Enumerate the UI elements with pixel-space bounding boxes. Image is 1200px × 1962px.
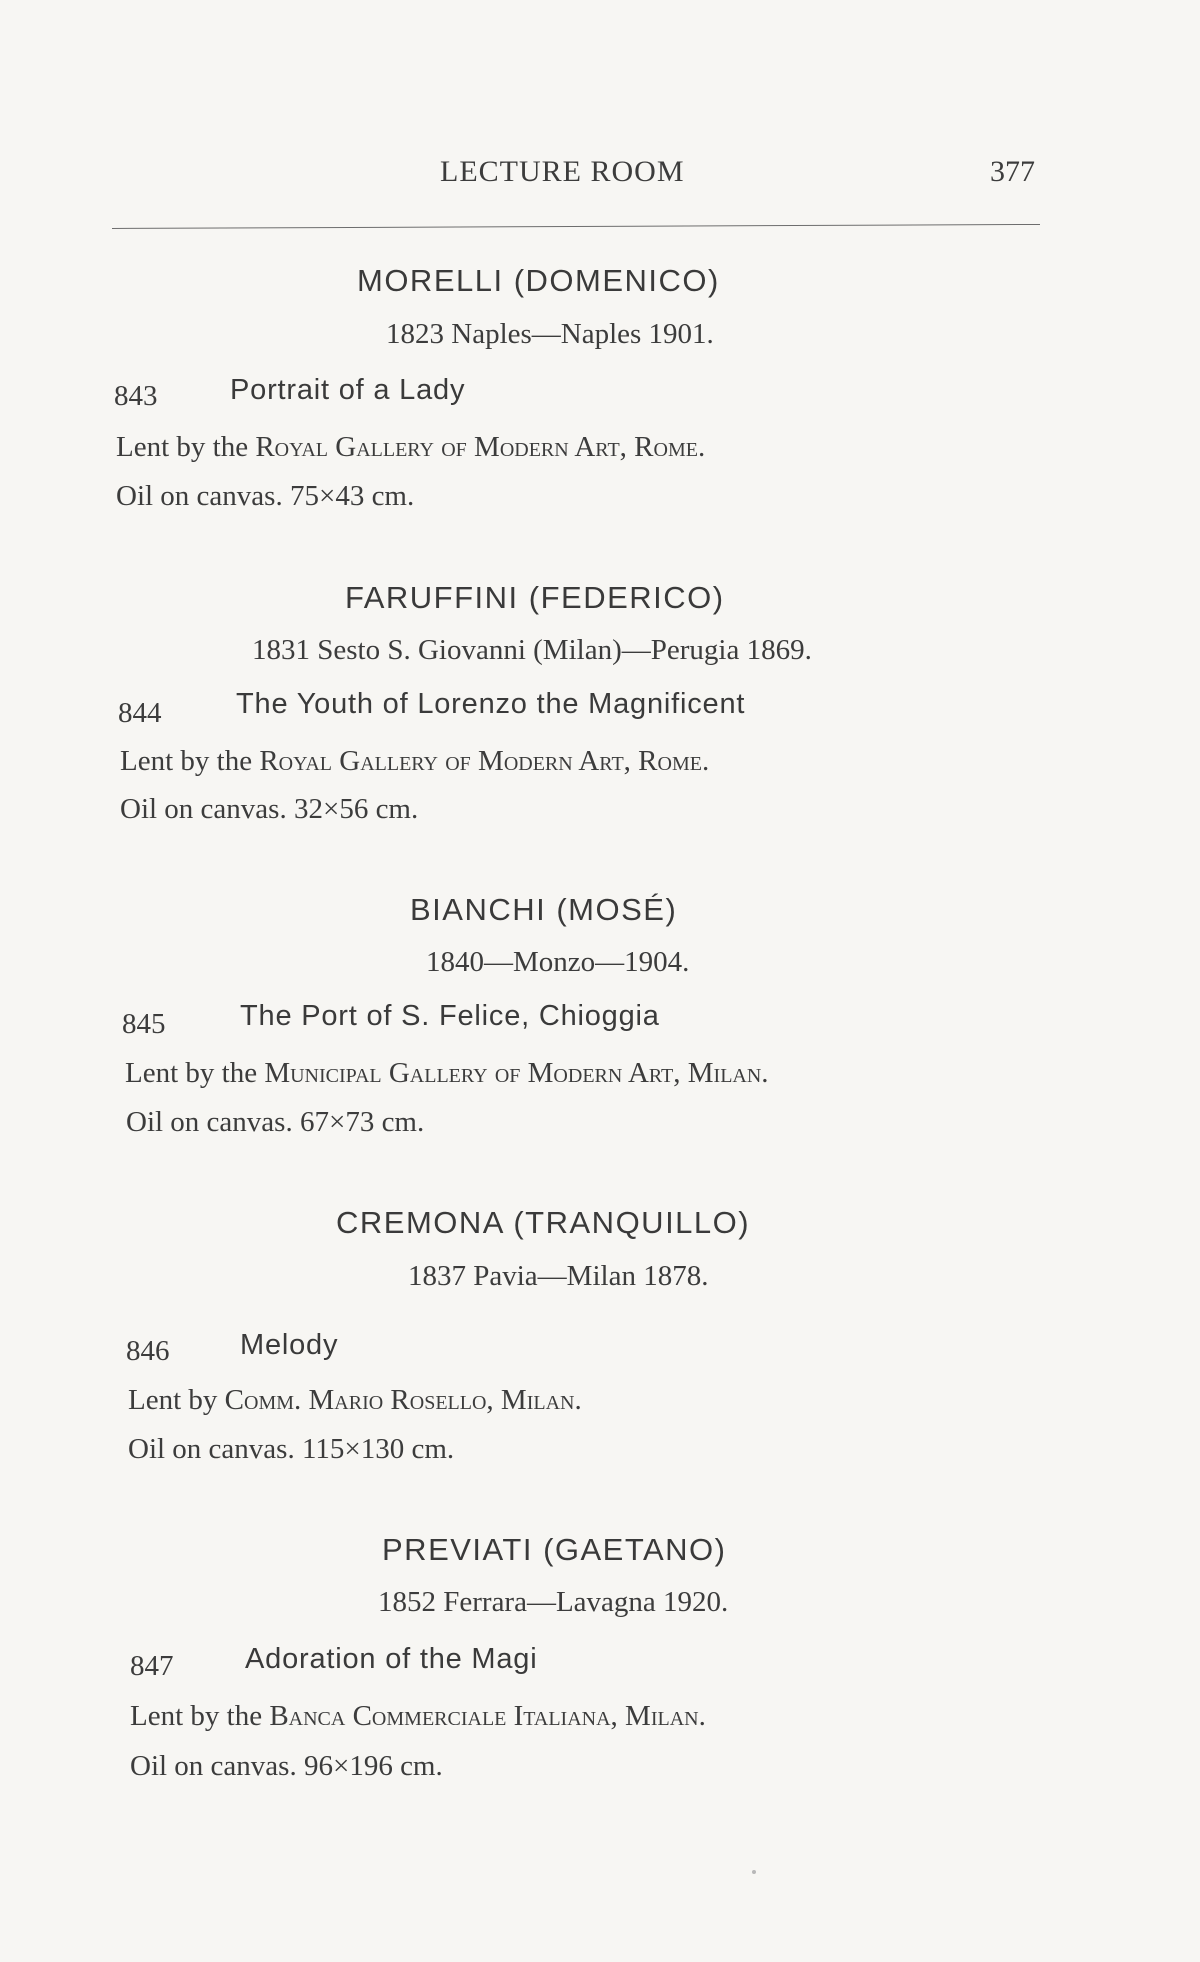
lender-line — [120, 745, 709, 778]
lender-line — [130, 1700, 706, 1733]
catalogue-number: 846 — [126, 1335, 170, 1367]
work-title: Adoration of the Magi — [245, 1643, 538, 1675]
catalogue-number: 847 — [130, 1650, 174, 1682]
artist-dates: 1823 Naples—Naples 1901. — [386, 318, 714, 350]
artist-dates: 1837 Pavia—Milan 1878. — [408, 1260, 709, 1292]
lent-by-label: Lent by — [128, 1384, 218, 1416]
medium-dimensions: Oil on canvas. 115×130 cm. — [128, 1433, 455, 1465]
artist-dates: 1831 Sesto S. Giovanni (Milan)—Perugia 1869. — [252, 634, 812, 666]
artist-name: BIANCHI (MOSÉ) — [410, 892, 678, 927]
lender-name: Municipal Gallery of Modern Art, Milan. — [264, 1057, 769, 1089]
lent-by-label: Lent by the — [130, 1700, 263, 1732]
lender-name: Royal Gallery of Modern Art, Rome. — [255, 431, 706, 463]
artist-name: PREVIATI (GAETANO) — [382, 1532, 727, 1567]
artist-name: MORELLI (DOMENICO) — [357, 263, 720, 298]
lent-by-label: Lent by the — [116, 431, 249, 463]
lender-line — [116, 431, 705, 464]
medium-dimensions: Oil on canvas. 75×43 cm. — [116, 480, 415, 512]
header-rule — [112, 224, 1040, 229]
page-number: 377 — [990, 155, 1035, 188]
lender-name: Royal Gallery of Modern Art, Rome. — [259, 745, 710, 777]
lent-by-label: Lent by the — [120, 745, 253, 777]
medium-dimensions: Oil on canvas. 32×56 cm. — [120, 793, 419, 825]
lender-line — [125, 1057, 769, 1090]
catalogue-number: 843 — [114, 380, 158, 412]
catalogue-number: 845 — [122, 1008, 166, 1040]
artist-dates: 1840—Monzo—1904. — [426, 946, 690, 978]
work-title: The Youth of Lorenzo the Magnificent — [236, 688, 746, 720]
lender-line — [128, 1384, 582, 1417]
work-title: Melody — [240, 1329, 339, 1361]
lent-by-label: Lent by the — [125, 1057, 258, 1089]
artist-dates: 1852 Ferrara—Lavagna 1920. — [378, 1586, 729, 1618]
artist-name: CREMONA (TRANQUILLO) — [336, 1205, 751, 1240]
lender-name: Comm. Mario Rosello, Milan. — [224, 1384, 582, 1416]
work-title: The Port of S. Felice, Chioggia — [240, 1000, 660, 1032]
paper-speck — [752, 1870, 756, 1874]
catalogue-number: 844 — [118, 697, 162, 729]
medium-dimensions: Oil on canvas. 96×196 cm. — [130, 1750, 443, 1782]
medium-dimensions: Oil on canvas. 67×73 cm. — [126, 1106, 425, 1138]
work-title: Portrait of a Lady — [230, 374, 466, 406]
lender-name: Banca Commerciale Italiana, Milan. — [269, 1700, 706, 1732]
running-head: LECTURE ROOM — [440, 155, 685, 188]
artist-name: FARUFFINI (FEDERICO) — [345, 580, 725, 615]
